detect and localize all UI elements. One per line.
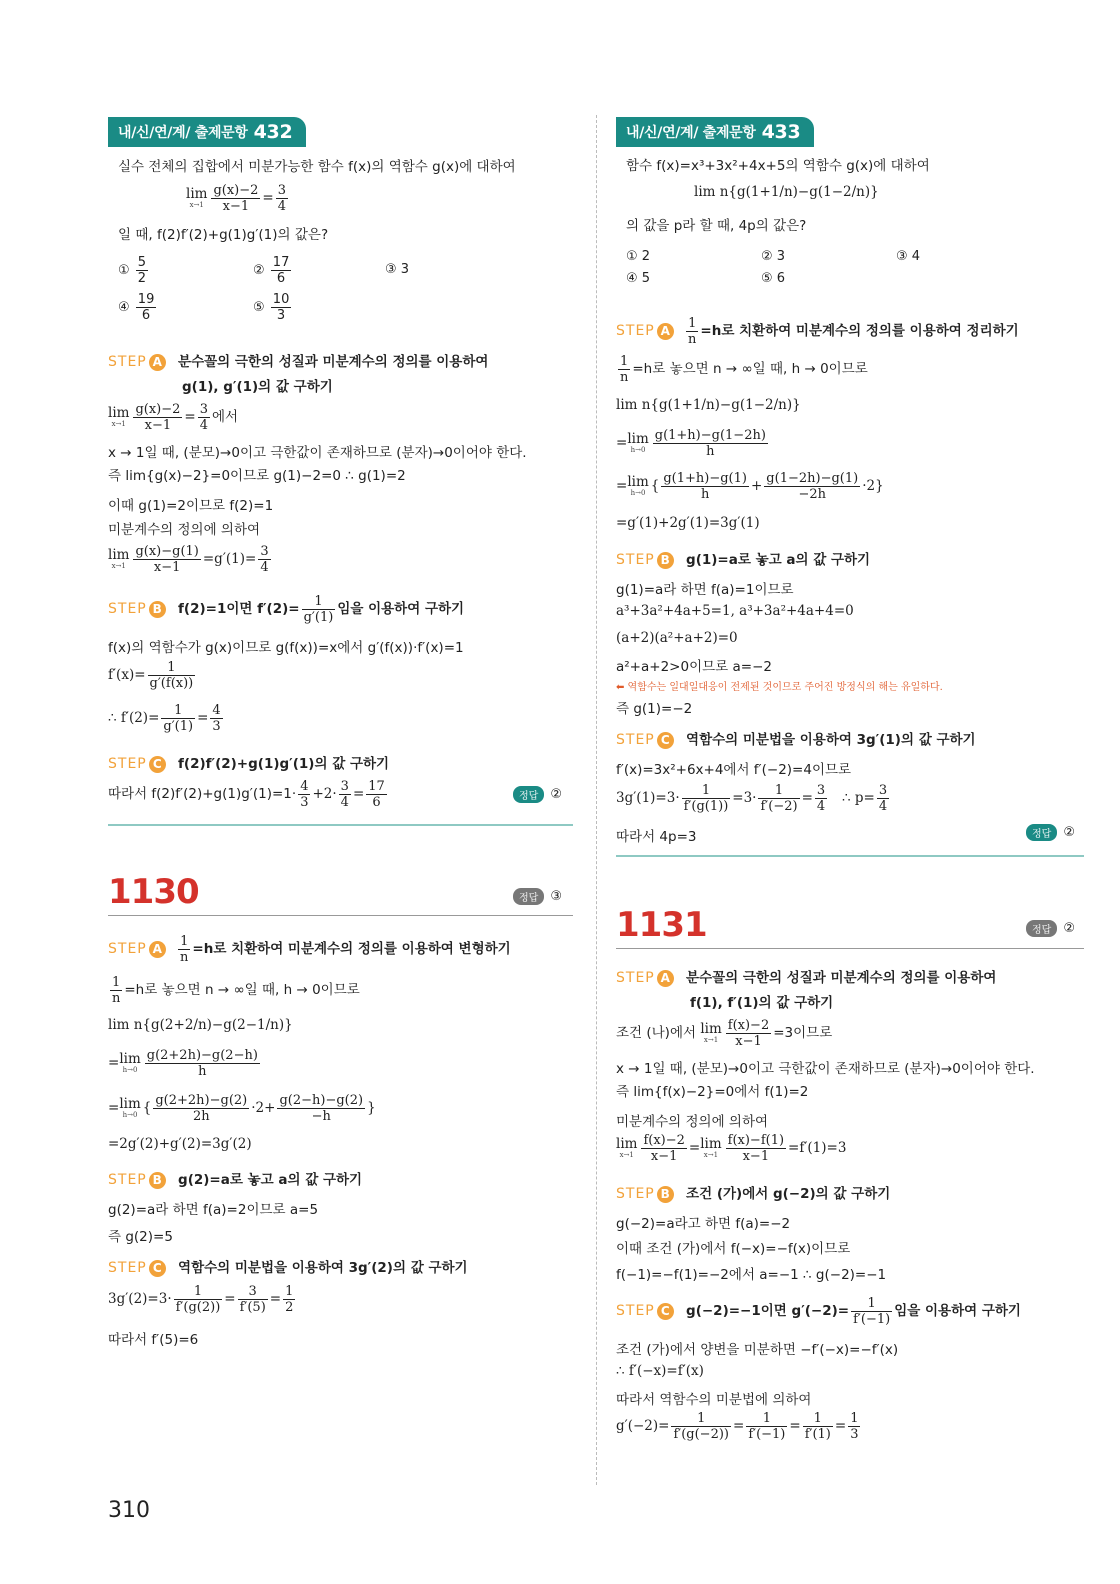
section-rule: [616, 855, 1084, 857]
1131-a-line-2: x → 1일 때, (분모)→0이고 극한값이 존재하므로 (분자)→0이어야 한다.: [616, 1061, 1035, 1077]
433-c-line-3: 따라서 4p=3: [616, 829, 697, 845]
step-c-heading: STEP C f(2)f′(2)+g(1)g′(1)의 값 구하기: [108, 756, 390, 772]
1130-line-3: = lim h→0 $\frac{g(2+2h)-g(2-h)}{h}$: [108, 1048, 258, 1079]
step-b-heading-433: STEP B g(1)=a로 놓고 a의 값 구하기: [616, 552, 871, 568]
433-b-line-3: (a+2)(a²+a+2)=0: [616, 630, 738, 646]
step-c-heading-1131: STEP C g(−2)=−1이면 g′(−2)= $\frac{1}{f'(-1)}$ 임을 이용하여 구하기: [616, 1296, 1021, 1327]
step-b-heading-1131: STEP B 조건 (가)에서 g(−2)의 값 구하기: [616, 1186, 891, 1202]
step-b-line-2: f′(x)= $\frac{1}{g'(f(x))}$: [108, 660, 194, 691]
step-b-heading: STEP B f(2)=1이면 f′(2)= $\frac{1}{g'(1)}$ 임을 이용하여 구하기: [108, 594, 465, 625]
banner-number: 432: [253, 121, 293, 143]
banner-label: 내/신/연/계/ 출제문항: [626, 125, 756, 141]
433-b-line-4: a²+a+2>0이므로 a=−2: [616, 659, 772, 675]
433-a-line-1: $\frac{1}{n}$ =h로 놓으면 n → ∞일 때, h → 0이므로: [620, 354, 868, 385]
answer-1130: 정답 ③: [513, 888, 562, 905]
choice-3[interactable]: ③ 3: [385, 262, 410, 277]
problem-number-1130: 1130: [108, 872, 199, 912]
answer-433: 정답 ②: [1026, 824, 1075, 841]
433-a-line-5: =g′(1)+2g′(1)=3g′(1): [616, 515, 760, 531]
choice-1[interactable]: ① 2: [626, 249, 651, 264]
1130-line-1: $\frac{1}{n}$ =h로 놓으면 n → ∞일 때, h → 0이므로: [112, 975, 360, 1006]
1131-b-line-2: 이때 조건 (가)에서 f(−x)=−f(x)이므로: [616, 1241, 851, 1257]
problem-433-stem: 함수 f(x)=x³+3x²+4x+5의 역함수 g(x)에 대하여: [626, 158, 930, 174]
step-a-heading-1131: STEP A 분수꼴의 극한의 성질과 미분계수의 정의를 이용하여: [616, 970, 997, 986]
choice-5[interactable]: ⑤ 6: [761, 271, 786, 286]
step-a-line-4: 이때 g(1)=2이므로 f(2)=1: [108, 498, 274, 514]
step-b-line-3: ∴ f′(2)= $\frac{1}{g'(1)}$ = $\frac{4}{3}$: [108, 703, 221, 734]
433-b-note: ⬅ 역함수는 일대일대응이 전제된 것이므로 주어진 방정식의 해는 유일하다.: [616, 682, 943, 693]
step-c-line-1: 따라서 f(2)f′(2)+g(1)g′(1)=1· $\frac{4}{3}$ +2· $\frac{3}{4}$ = $\frac{17}{6}$: [108, 779, 385, 810]
433-a-line-2: lim n{g(1+1/n)−g(1−2/n)}: [616, 397, 801, 413]
problem-433-question: 의 값을 p라 할 때, 4p의 값은?: [626, 218, 807, 234]
step-b-heading-1130: STEP B g(2)=a로 놓고 a의 값 구하기: [108, 1172, 363, 1188]
step-a-title-2-1131: f(1), f′(1)의 값 구하기: [690, 995, 834, 1011]
1131-b-line-1: g(−2)=a라고 하면 f(a)=−2: [616, 1216, 791, 1232]
433-b-line-2: a³+3a²+4a+5=1, a³+3a²+4a+4=0: [616, 603, 854, 619]
answer-432: 정답 ②: [513, 786, 562, 803]
step-a-line-1: lim x→1 $\frac{g(x)-2}{x-1}$ = $\frac{3}{4}$ 에서: [108, 402, 239, 433]
1131-c-line-1: 조건 (가)에서 양변을 미분하면 −f′(−x)=−f′(x): [616, 1342, 899, 1358]
1130-b-line-1: g(2)=a라 하면 f(a)=2이므로 a=5: [108, 1202, 319, 1218]
1131-c-line-2: ∴ f′(−x)=f′(x): [616, 1363, 704, 1379]
1131-a-line-1: 조건 (나)에서 lim x→1 $\frac{f(x)-2}{x-1}$ =3이므로: [616, 1018, 833, 1049]
section-rule: [108, 824, 573, 826]
step-a-heading: STEP A 분수꼴의 극한의 성질과 미분계수의 정의를 이용하여: [108, 354, 489, 370]
problem-banner-433: [616, 117, 1084, 147]
choice-4[interactable]: ④ $\frac{19}{6}$: [118, 292, 155, 323]
1130-line-5: =2g′(2)+g′(2)=3g′(2): [108, 1136, 252, 1152]
choice-5[interactable]: ⑤ $\frac{10}{3}$: [253, 292, 290, 323]
choice-1[interactable]: ① $\frac{5}{2}$: [118, 255, 147, 286]
step-a-line-3: 즉 lim{g(x)−2}=0이므로 g(1)−2=0 ∴ g(1)=2: [108, 468, 406, 484]
step-b-line-1: f(x)의 역함수가 g(x)이므로 g(f(x))=x에서 g′(f(x))·f′(x)=1: [108, 640, 464, 656]
433-b-line-1: g(1)=a라 하면 f(a)=1이므로: [616, 582, 794, 598]
1131-a-line-3: 즉 lim{f(x)−2}=0에서 f(1)=2: [616, 1084, 809, 1100]
1131-b-line-3: f(−1)=−f(1)=−2에서 a=−1 ∴ g(−2)=−1: [616, 1267, 887, 1283]
step-a-line-6: lim x→1 $\frac{g(x)-g(1)}{x-1}$ =g′(1)= $\frac{3}{4}$: [108, 544, 269, 575]
433-a-line-3: = lim h→0 $\frac{g(1+h)-g(1-2h)}{h}$: [616, 428, 766, 459]
1131-a-line-5: lim x→1 $\frac{f(x)-2}{x-1}$ = lim x→1 $\frac{f(x)-f(1)}{x-1}$ =f′(1)=3: [616, 1133, 847, 1164]
problem-432-question: 일 때, f(2)f′(2)+g(1)g′(1)의 값은?: [118, 227, 329, 243]
section-rule: [108, 915, 573, 916]
problem-432-limit: lim x→1 $\frac{g(x)-2}{x-1}$ = $\frac{3}{4}$: [186, 183, 286, 214]
1131-a-line-4: 미분계수의 정의에 의하여: [616, 1114, 769, 1130]
banner-number: 433: [761, 121, 801, 143]
step-a-title-2: g(1), g′(1)의 값 구하기: [182, 379, 333, 395]
1130-c-line-1: 3g′(2)=3· $\frac{1}{f'(g(2))}$ = $\frac{3}{f'(5)}$ = $\frac{1}{2}$: [108, 1284, 294, 1315]
step-c-heading-433: STEP C 역함수의 미분법을 이용하여 3g′(1)의 값 구하기: [616, 732, 976, 748]
step-a-line-2: x → 1일 때, (분모)→0이고 극한값이 존재하므로 (분자)→0이어야 한다.: [108, 445, 527, 461]
problem-432-stem: 실수 전체의 집합에서 미분가능한 함수 f(x)의 역함수 g(x)에 대하여: [118, 159, 516, 175]
step-a-line-5: 미분계수의 정의에 의하여: [108, 522, 261, 538]
problem-433-limit: lim n{g(1+1/n)−g(1−2/n)}: [694, 184, 879, 200]
1130-line-4: = lim h→0 { $\frac{g(2+2h)-g(2)}{2h}$ ·2+ $\frac{g(2-h)-g(2)}{-h}$ }: [108, 1093, 376, 1124]
1131-c-line-3: 따라서 역함수의 미분법에 의하여: [616, 1392, 812, 1408]
problem-number-1131: 1131: [616, 905, 707, 945]
1130-b-line-2: 즉 g(2)=5: [108, 1229, 173, 1245]
1130-c-line-2: 따라서 f′(5)=6: [108, 1332, 199, 1348]
choice-3[interactable]: ③ 4: [896, 249, 921, 264]
choice-2[interactable]: ② 3: [761, 249, 786, 264]
433-c-line-1: f′(x)=3x²+6x+4에서 f′(−2)=4이므로: [616, 762, 852, 778]
1130-line-2: lim n{g(2+2/n)−g(2−1/n)}: [108, 1017, 293, 1033]
choice-4[interactable]: ④ 5: [626, 271, 651, 286]
step-a-heading-433: STEP A $\frac{1}{n}$ =h로 치환하여 미분계수의 정의를 이용하여 정리하기: [616, 316, 1019, 347]
step-a-heading-1130: STEP A $\frac{1}{n}$ =h로 치환하여 미분계수의 정의를 이용하여 변형하기: [108, 934, 511, 965]
step-c-heading-1130: STEP C 역함수의 미분법을 이용하여 3g′(2)의 값 구하기: [108, 1260, 468, 1276]
page-number: 310: [108, 1498, 150, 1523]
column-divider: [596, 115, 597, 1485]
banner-label: 내/신/연/계/ 출제문항: [118, 125, 248, 141]
choice-2[interactable]: ② $\frac{17}{6}$: [253, 255, 290, 286]
problem-banner-432: [108, 117, 573, 147]
433-a-line-4: = lim h→0 { $\frac{g(1+h)-g(1)}{h}$ + $\frac{g(1-2h)-g(1)}{-2h}$ ·2}: [616, 471, 884, 502]
section-rule: [616, 948, 1084, 949]
1131-c-line-4: g′(−2)= $\frac{1}{f'(g(-2))}$ = $\frac{1}{f'(-1)}$ = $\frac{1}{f'(1)}$ = $\frac{1}{3}$: [616, 1411, 859, 1442]
433-b-line-5: 즉 g(1)=−2: [616, 701, 693, 717]
433-c-line-2: 3g′(1)=3· $\frac{1}{f'(g(1))}$ =3· $\frac{1}{f'(-2)}$ = $\frac{3}{4}$ ∴ p= $\frac{3}{4}$: [616, 783, 888, 814]
answer-1131: 정답 ②: [1026, 920, 1075, 937]
